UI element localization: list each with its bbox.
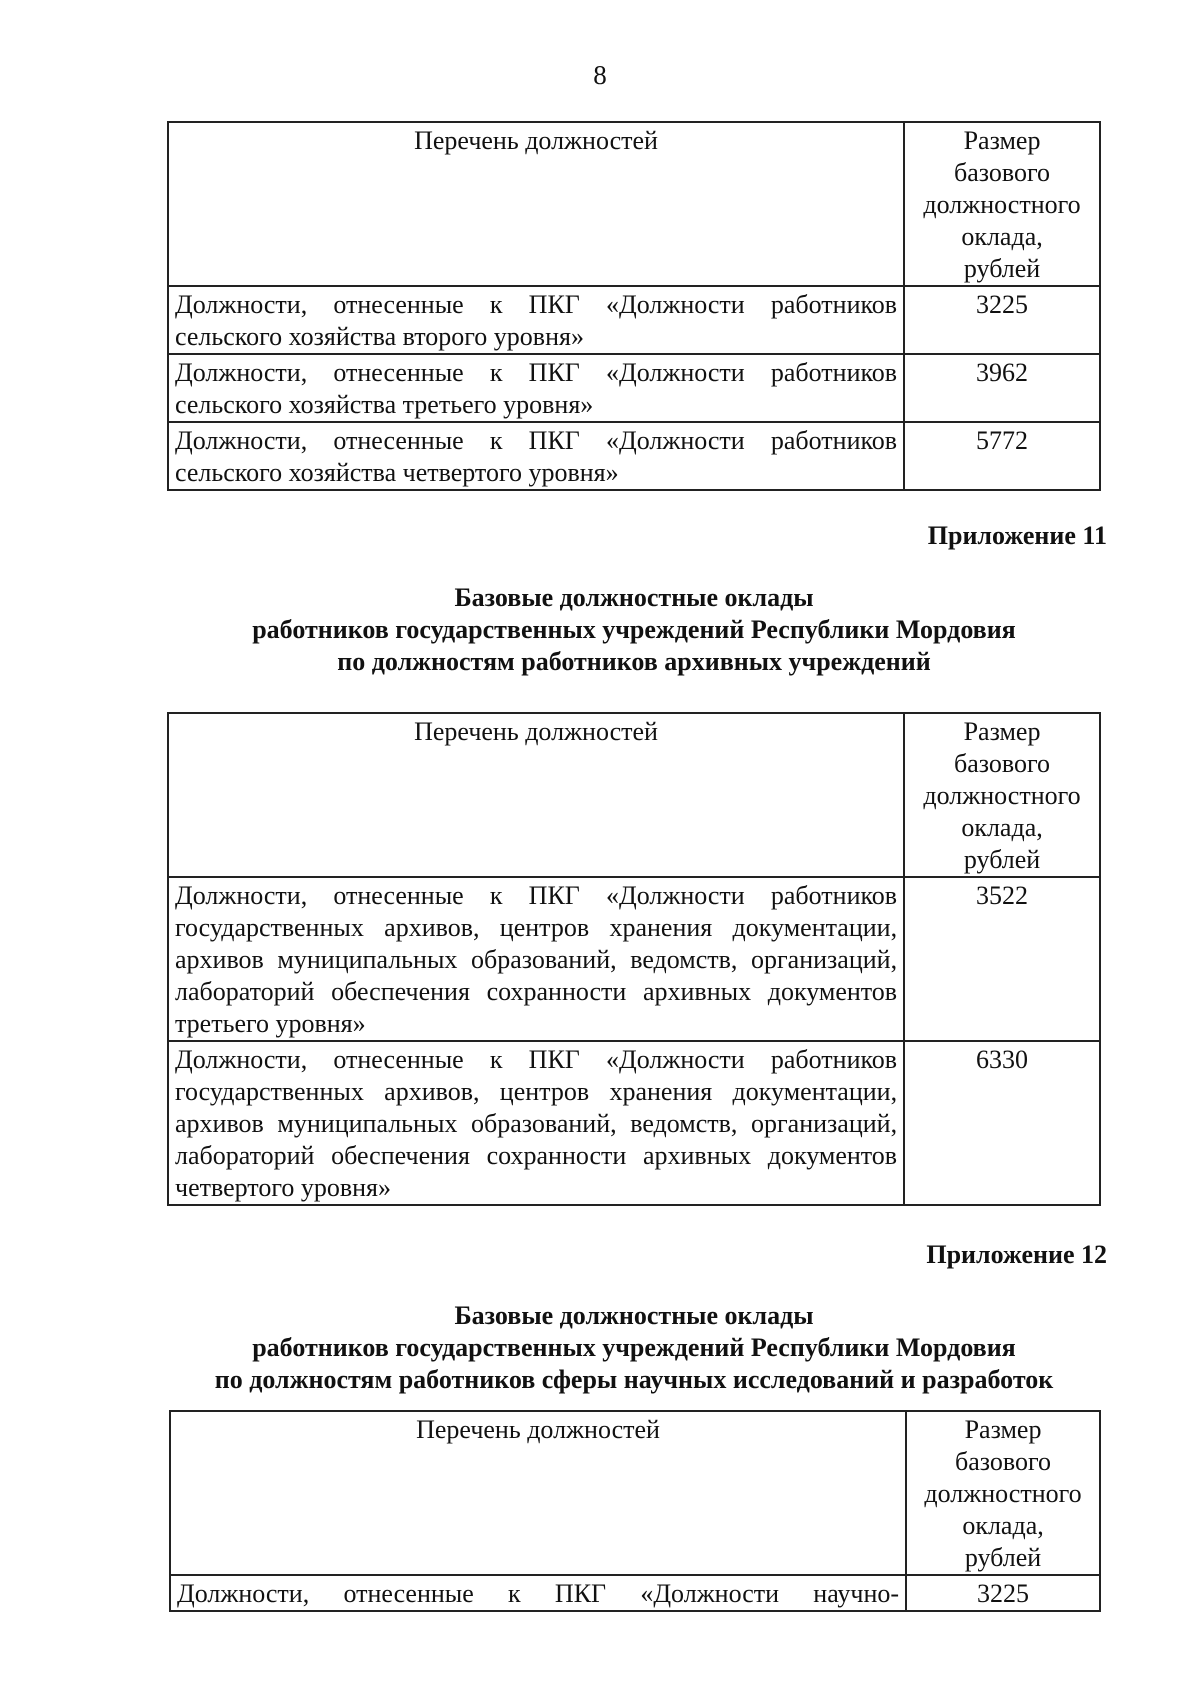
- table-header-row: [168, 122, 1100, 286]
- salary-amount: 5772: [904, 422, 1100, 490]
- header-amount: Размер базового должностного оклада, рублей: [906, 1411, 1100, 1575]
- position-name: Должности, отнесенные к ПКГ «Должности работников сельского хозяйства четвертого уровня»: [168, 422, 904, 490]
- salary-amount: 3522: [904, 877, 1100, 1041]
- position-name: Должности, отнесенные к ПКГ «Должности работников государственных архивов, центров хранения документации, архивов муниципальных образований, ведомств, организаций, лабораторий обеспечения сохранности архивных документов четвертого уровня»: [168, 1041, 904, 1205]
- appendix-11-title: Базовые должностные оклады работников государственных учреждений Республики Мордовия по должностям работников архивных учреждений: [252, 583, 1016, 676]
- salary-amount: 3225: [906, 1575, 1100, 1611]
- header-amount: Размер базового должностного оклада, рублей: [904, 713, 1100, 877]
- position-name: Должности, отнесенные к ПКГ «Должности работников государственных архивов, центров хранения документации, архивов муниципальных образований, ведомств, организаций, лабораторий обеспечения сохранности архивных документов третьего уровня»: [168, 877, 904, 1041]
- salary-table-research: [169, 1410, 1101, 1612]
- table-row: [170, 1575, 1100, 1611]
- table-row: [168, 354, 1100, 422]
- header-positions: Перечень должностей: [168, 122, 904, 286]
- header-positions: Перечень должностей: [170, 1411, 906, 1575]
- salary-amount: 3225: [904, 286, 1100, 354]
- table-row: [168, 877, 1100, 1041]
- table-header-row: [170, 1411, 1100, 1575]
- salary-amount: 6330: [904, 1041, 1100, 1205]
- table-row: [168, 286, 1100, 354]
- position-name: Должности, отнесенные к ПКГ «Должности научно-: [170, 1575, 906, 1611]
- appendix-12-title: Базовые должностные оклады работников государственных учреждений Республики Мордовия по должностям работников сферы научных исследований и разработок: [214, 1301, 1054, 1394]
- salary-amount: 3962: [904, 354, 1100, 422]
- table-header-row: [168, 713, 1100, 877]
- header-positions: Перечень должностей: [168, 713, 904, 877]
- position-name: Должности, отнесенные к ПКГ «Должности работников сельского хозяйства второго уровня»: [168, 286, 904, 354]
- position-name: Должности, отнесенные к ПКГ «Должности работников сельского хозяйства третьего уровня»: [168, 354, 904, 422]
- appendix-12-label: Приложение 12: [926, 1240, 1107, 1269]
- header-amount: Размер базового должностного оклада, рублей: [904, 122, 1100, 286]
- page-number: 8: [593, 60, 607, 90]
- table-row: [168, 422, 1100, 490]
- appendix-11-label: Приложение 11: [927, 521, 1107, 550]
- salary-table-agriculture: [167, 121, 1101, 491]
- table-row: [168, 1041, 1100, 1205]
- salary-table-archives: [167, 712, 1101, 1206]
